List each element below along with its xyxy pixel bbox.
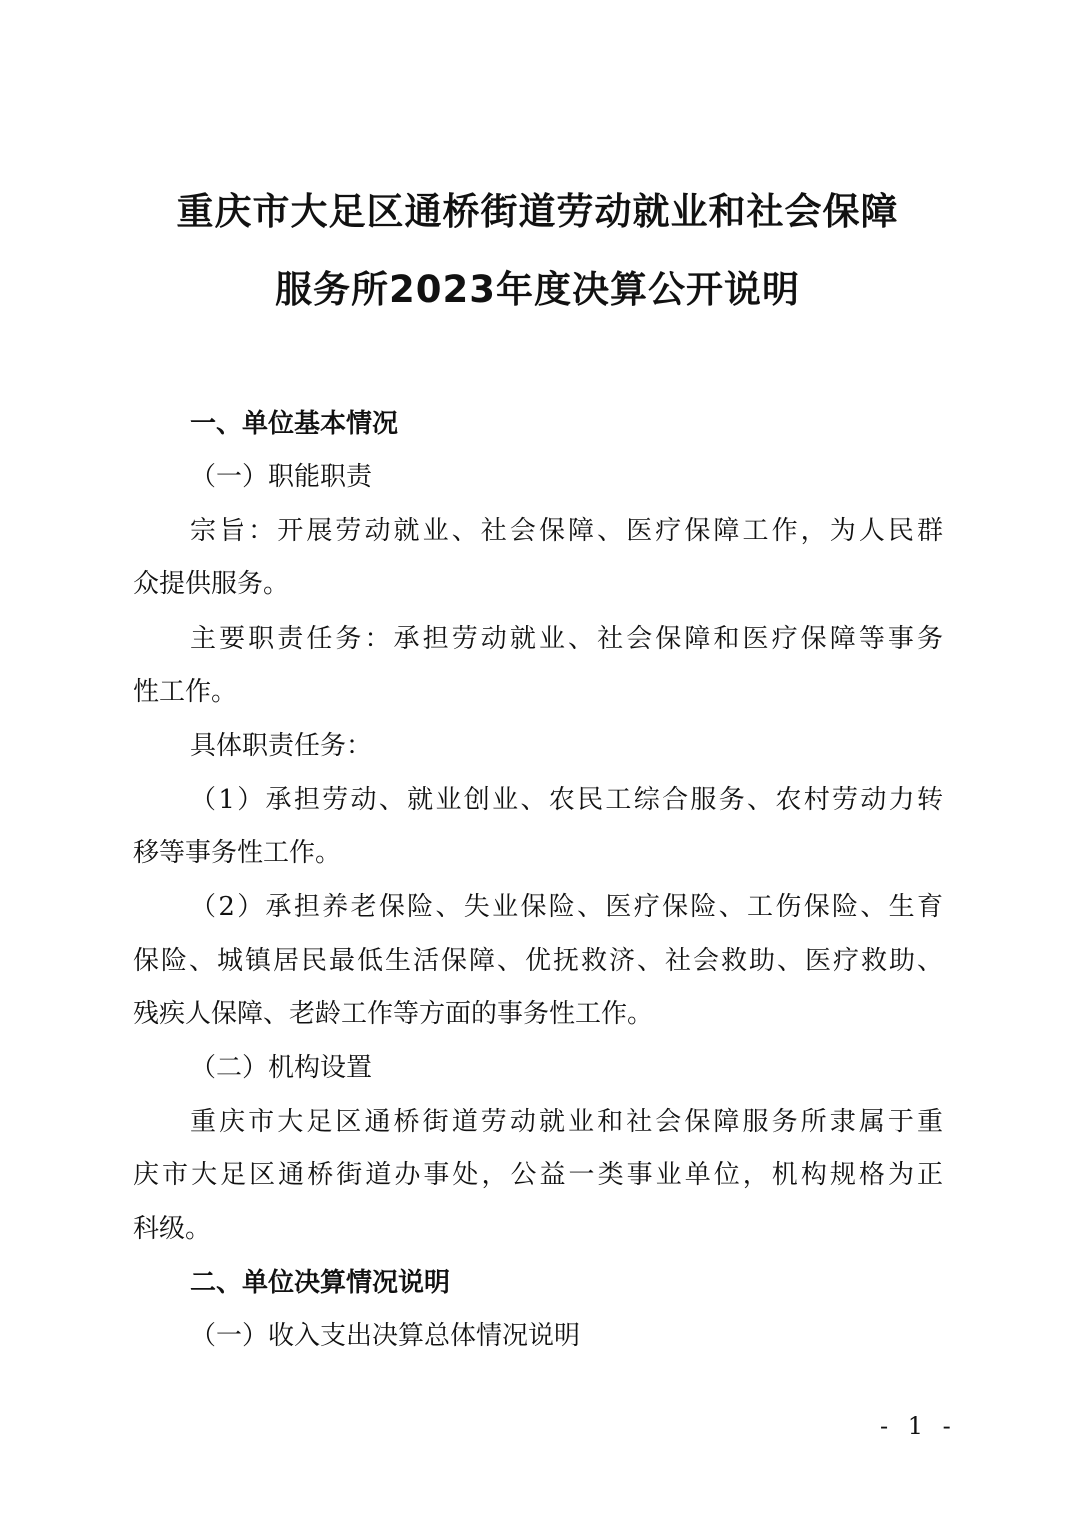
paragraph-main-duty-line-1: 主要职责任务：承担劳动就业、社会保障和医疗保障等事务: [190, 624, 943, 654]
specific-duty-heading: 具体职责任务：: [190, 731, 373, 761]
section-heading-final-accounts: 二、单位决算情况说明: [190, 1268, 451, 1298]
paragraph-main-duty-line-2: 性工作。: [133, 677, 238, 707]
duty-item-2-line-1: （2）承担养老保险、失业保险、医疗保险、工伤保险、生育: [190, 892, 943, 922]
paragraph-organization-line-1: 重庆市大足区通桥街道劳动就业和社会保障服务所隶属于重: [190, 1107, 943, 1137]
paragraph-organization-line-2: 庆市大足区通桥街道办事处，公益一类事业单位，机构规格为正: [133, 1160, 943, 1190]
duty-item-1-line-1: （1）承担劳动、就业创业、农民工综合服务、农村劳动力转: [190, 785, 943, 815]
subsection-heading-organization: （二）机构设置: [190, 1053, 373, 1083]
section-heading-basic-info: 一、单位基本情况: [190, 409, 399, 439]
document-title-line-1: 重庆市大足区通桥街道劳动就业和社会保障: [176, 190, 899, 233]
duty-item-2-line-2: 保险、城镇居民最低生活保障、优抚救济、社会救助、医疗救助、: [133, 946, 943, 976]
paragraph-organization-line-3: 科级。: [133, 1214, 212, 1244]
duty-item-2-line-3: 残疾人保障、老龄工作等方面的事务性工作。: [133, 999, 654, 1029]
duty-item-1-line-2: 移等事务性工作。: [133, 838, 342, 868]
paragraph-purpose-line-1: 宗旨：开展劳动就业、社会保障、医疗保障工作，为人民群: [190, 516, 943, 546]
page-number: - 1 -: [880, 1412, 957, 1440]
paragraph-purpose-line-2: 众提供服务。: [133, 569, 290, 599]
subsection-heading-functions: （一）职能职责: [190, 462, 373, 492]
document-title-line-2: 服务所2023年度决算公开说明: [275, 268, 800, 311]
subsection-heading-income-expenditure: （一）收入支出决算总体情况说明: [190, 1321, 581, 1351]
